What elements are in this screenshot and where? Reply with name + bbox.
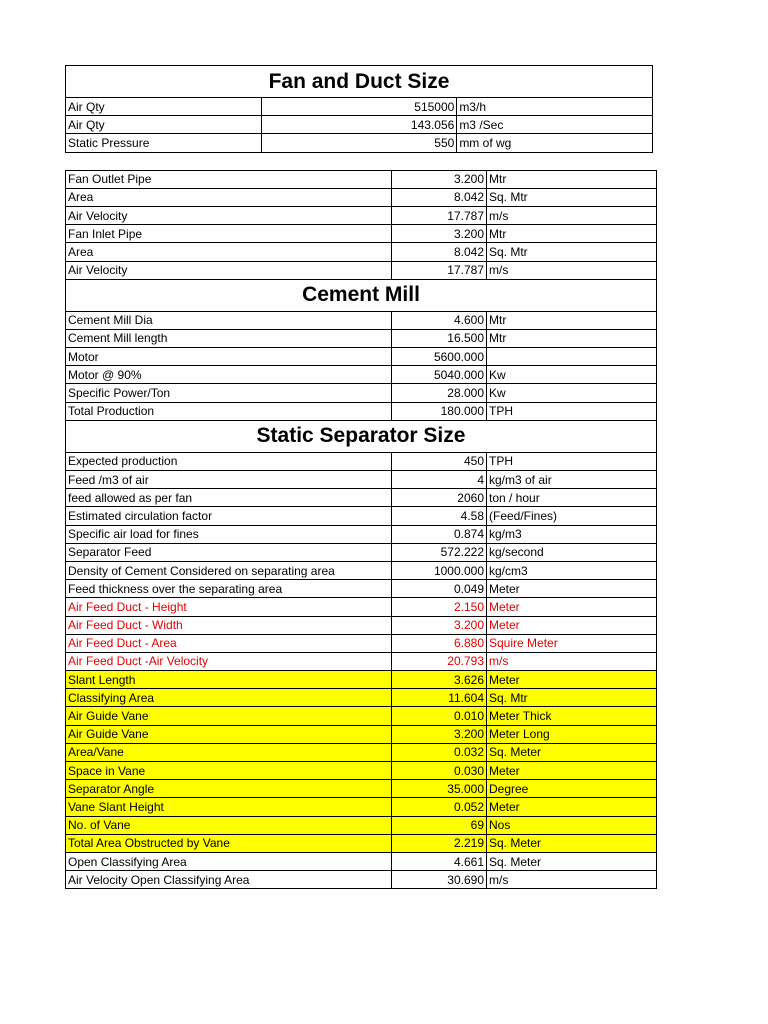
row-label[interactable]: Cement Mill length xyxy=(66,329,392,347)
table-row xyxy=(66,743,657,761)
row-label[interactable]: Air Feed Duct - Area xyxy=(66,634,392,652)
row-value[interactable]: 180.000 xyxy=(392,402,487,420)
row-unit[interactable]: Meter xyxy=(487,671,657,689)
row-unit[interactable]: Meter xyxy=(487,762,657,780)
row-label[interactable]: Air Feed Duct -Air Velocity xyxy=(66,652,392,670)
row-label[interactable]: Space in Vane xyxy=(66,762,392,780)
table-row xyxy=(66,525,657,543)
table-row xyxy=(66,261,657,279)
row-label[interactable]: Specific Power/Ton xyxy=(66,384,392,402)
table-row xyxy=(66,580,657,598)
fan-duct-table xyxy=(65,65,653,153)
table-row xyxy=(66,725,657,743)
row-label[interactable]: Air Feed Duct - Width xyxy=(66,616,392,634)
table-row xyxy=(66,834,657,852)
row-unit[interactable]: kg/cm3 xyxy=(487,561,657,579)
table-row xyxy=(66,762,657,780)
table-row xyxy=(66,329,657,347)
row-label[interactable]: Air Feed Duct - Height xyxy=(66,598,392,616)
row-label[interactable]: Air Guide Vane xyxy=(66,725,392,743)
row-unit[interactable]: Meter Thick xyxy=(487,707,657,725)
row-value[interactable]: 5600.000 xyxy=(392,348,487,366)
table-row xyxy=(66,780,657,798)
row-value[interactable]: 2060 xyxy=(392,489,487,507)
row-unit[interactable]: Sq. Mtr xyxy=(487,243,657,261)
table-row xyxy=(66,689,657,707)
row-label[interactable]: Area xyxy=(66,188,392,206)
row-value[interactable]: 0.049 xyxy=(392,580,487,598)
row-unit[interactable]: TPH xyxy=(487,402,657,420)
row-label[interactable]: Air Guide Vane xyxy=(66,707,392,725)
table-row xyxy=(66,452,657,470)
row-unit[interactable]: Kw xyxy=(487,384,657,402)
row-label[interactable]: Estimated circulation factor xyxy=(66,507,392,525)
table-row xyxy=(66,170,657,188)
table-row xyxy=(66,489,657,507)
row-unit[interactable]: Sq. Mtr xyxy=(487,689,657,707)
row-label[interactable]: Open Classifying Area xyxy=(66,852,392,870)
row-unit[interactable]: Meter xyxy=(487,580,657,598)
row-value[interactable]: 0.874 xyxy=(392,525,487,543)
section-title-separator: Static Separator Size xyxy=(66,420,657,452)
row-value[interactable]: 550 xyxy=(261,134,457,152)
table-row xyxy=(66,652,657,670)
row-unit[interactable]: Mtr xyxy=(487,170,657,188)
row-value[interactable]: 3.200 xyxy=(392,616,487,634)
table-row xyxy=(66,543,657,561)
row-value[interactable]: 20.793 xyxy=(392,652,487,670)
row-value[interactable]: 3.200 xyxy=(392,170,487,188)
row-value[interactable]: 8.042 xyxy=(392,243,487,261)
row-label[interactable]: Separator Feed xyxy=(66,543,392,561)
row-unit[interactable]: (Feed/Fines) xyxy=(487,507,657,525)
row-value[interactable]: 35.000 xyxy=(392,780,487,798)
row-label[interactable]: Feed /m3 of air xyxy=(66,471,392,489)
table-row xyxy=(66,98,653,116)
row-value[interactable]: 450 xyxy=(392,452,487,470)
row-label[interactable]: Separator Angle xyxy=(66,780,392,798)
row-unit[interactable]: m/s xyxy=(487,261,657,279)
table-row xyxy=(66,871,657,889)
section-title-fan-duct: Fan and Duct Size xyxy=(66,66,653,98)
row-value[interactable]: 30.690 xyxy=(392,871,487,889)
row-label[interactable]: Air Qty xyxy=(66,116,262,134)
row-unit[interactable]: kg/m3 of air xyxy=(487,471,657,489)
table-row xyxy=(66,206,657,224)
row-label[interactable]: Slant Length xyxy=(66,671,392,689)
row-unit[interactable]: Mtr xyxy=(487,311,657,329)
title-row xyxy=(66,279,657,311)
section-title-cement-mill: Cement Mill xyxy=(66,279,657,311)
row-value[interactable]: 0.052 xyxy=(392,798,487,816)
row-unit[interactable]: Mtr xyxy=(487,225,657,243)
table-row xyxy=(66,852,657,870)
row-value[interactable]: 69 xyxy=(392,816,487,834)
row-value[interactable]: 6.880 xyxy=(392,634,487,652)
table-row xyxy=(66,671,657,689)
row-unit[interactable]: Nos xyxy=(487,816,657,834)
row-label[interactable]: Total Area Obstructed by Vane xyxy=(66,834,392,852)
table-row xyxy=(66,348,657,366)
row-label[interactable]: No. of Vane xyxy=(66,816,392,834)
row-unit[interactable]: Meter xyxy=(487,616,657,634)
table-row xyxy=(66,634,657,652)
row-label[interactable]: Feed thickness over the separating area xyxy=(66,580,392,598)
row-label[interactable]: Area/Vane xyxy=(66,743,392,761)
spreadsheet xyxy=(65,65,653,889)
row-value[interactable]: 0.032 xyxy=(392,743,487,761)
table-row xyxy=(66,311,657,329)
table-row xyxy=(66,188,657,206)
row-label[interactable]: Cement Mill Dia xyxy=(66,311,392,329)
row-value[interactable]: 4 xyxy=(392,471,487,489)
row-unit[interactable]: Squire Meter xyxy=(487,634,657,652)
row-value[interactable]: 17.787 xyxy=(392,261,487,279)
table-row xyxy=(66,471,657,489)
row-unit[interactable]: ton / hour xyxy=(487,489,657,507)
row-value[interactable]: 515000 xyxy=(261,98,457,116)
row-value[interactable]: 1000.000 xyxy=(392,561,487,579)
row-value[interactable]: 3.626 xyxy=(392,671,487,689)
row-unit[interactable]: Meter Long xyxy=(487,725,657,743)
row-unit[interactable] xyxy=(487,348,657,366)
row-unit[interactable]: m3/h xyxy=(457,98,653,116)
title-row xyxy=(66,420,657,452)
row-label[interactable]: Total Production xyxy=(66,402,392,420)
row-unit[interactable]: kg/m3 xyxy=(487,525,657,543)
row-unit[interactable]: mm of wg xyxy=(457,134,653,152)
table-row xyxy=(66,598,657,616)
row-unit[interactable]: Sq. Mtr xyxy=(487,188,657,206)
table-row xyxy=(66,798,657,816)
table-row xyxy=(66,507,657,525)
fan-pipe-table xyxy=(65,170,657,890)
row-unit[interactable]: kg/second xyxy=(487,543,657,561)
row-value[interactable]: 143.056 xyxy=(261,116,457,134)
row-value[interactable]: 3.200 xyxy=(392,725,487,743)
row-label[interactable]: Air Qty xyxy=(66,98,262,116)
row-unit[interactable]: Degree xyxy=(487,780,657,798)
row-label[interactable]: feed allowed as per fan xyxy=(66,489,392,507)
row-value[interactable]: 4.600 xyxy=(392,311,487,329)
row-unit[interactable]: Mtr xyxy=(487,329,657,347)
row-unit[interactable]: m/s xyxy=(487,652,657,670)
row-label[interactable]: Vane Slant Height xyxy=(66,798,392,816)
row-label[interactable]: Fan Outlet Pipe xyxy=(66,170,392,188)
title-row xyxy=(66,66,653,98)
table-row xyxy=(66,243,657,261)
row-value[interactable]: 8.042 xyxy=(392,188,487,206)
row-label[interactable]: Density of Cement Considered on separating area xyxy=(66,561,392,579)
row-label[interactable]: Area xyxy=(66,243,392,261)
row-value[interactable]: 0.010 xyxy=(392,707,487,725)
blank-row xyxy=(65,153,653,170)
row-value[interactable]: 4.58 xyxy=(392,507,487,525)
row-value[interactable]: 17.787 xyxy=(392,206,487,224)
row-label[interactable]: Air Velocity Open Classifying Area xyxy=(66,871,392,889)
row-value[interactable]: 2.150 xyxy=(392,598,487,616)
table-row xyxy=(66,616,657,634)
table-row xyxy=(66,402,657,420)
row-value[interactable]: 0.030 xyxy=(392,762,487,780)
row-label[interactable]: Classifying Area xyxy=(66,689,392,707)
table-row xyxy=(66,816,657,834)
row-value[interactable]: 4.661 xyxy=(392,852,487,870)
row-unit[interactable]: Sq. Meter xyxy=(487,743,657,761)
row-unit[interactable]: Sq. Meter xyxy=(487,834,657,852)
row-unit[interactable]: Kw xyxy=(487,366,657,384)
row-unit[interactable]: m3 /Sec xyxy=(457,116,653,134)
row-value[interactable]: 28.000 xyxy=(392,384,487,402)
row-label[interactable]: Motor xyxy=(66,348,392,366)
row-label[interactable]: Static Pressure xyxy=(66,134,262,152)
row-unit[interactable]: m/s xyxy=(487,206,657,224)
row-label[interactable]: Air Velocity xyxy=(66,206,392,224)
row-value[interactable]: 11.604 xyxy=(392,689,487,707)
table-row xyxy=(66,116,653,134)
row-value[interactable]: 16.500 xyxy=(392,329,487,347)
row-unit[interactable]: Meter xyxy=(487,598,657,616)
row-value[interactable]: 5040.000 xyxy=(392,366,487,384)
table-row xyxy=(66,384,657,402)
row-unit[interactable]: m/s xyxy=(487,871,657,889)
table-row xyxy=(66,134,653,152)
row-unit[interactable]: Sq. Meter xyxy=(487,852,657,870)
row-value[interactable]: 3.200 xyxy=(392,225,487,243)
row-label[interactable]: Motor @ 90% xyxy=(66,366,392,384)
row-value[interactable]: 572.222 xyxy=(392,543,487,561)
table-row xyxy=(66,561,657,579)
row-label[interactable]: Fan Inlet Pipe xyxy=(66,225,392,243)
table-row xyxy=(66,366,657,384)
row-label[interactable]: Expected production xyxy=(66,452,392,470)
row-value[interactable]: 2.219 xyxy=(392,834,487,852)
row-label[interactable]: Specific air load for fines xyxy=(66,525,392,543)
row-unit[interactable]: TPH xyxy=(487,452,657,470)
row-label[interactable]: Air Velocity xyxy=(66,261,392,279)
table-row xyxy=(66,707,657,725)
table-row xyxy=(66,225,657,243)
row-unit[interactable]: Meter xyxy=(487,798,657,816)
